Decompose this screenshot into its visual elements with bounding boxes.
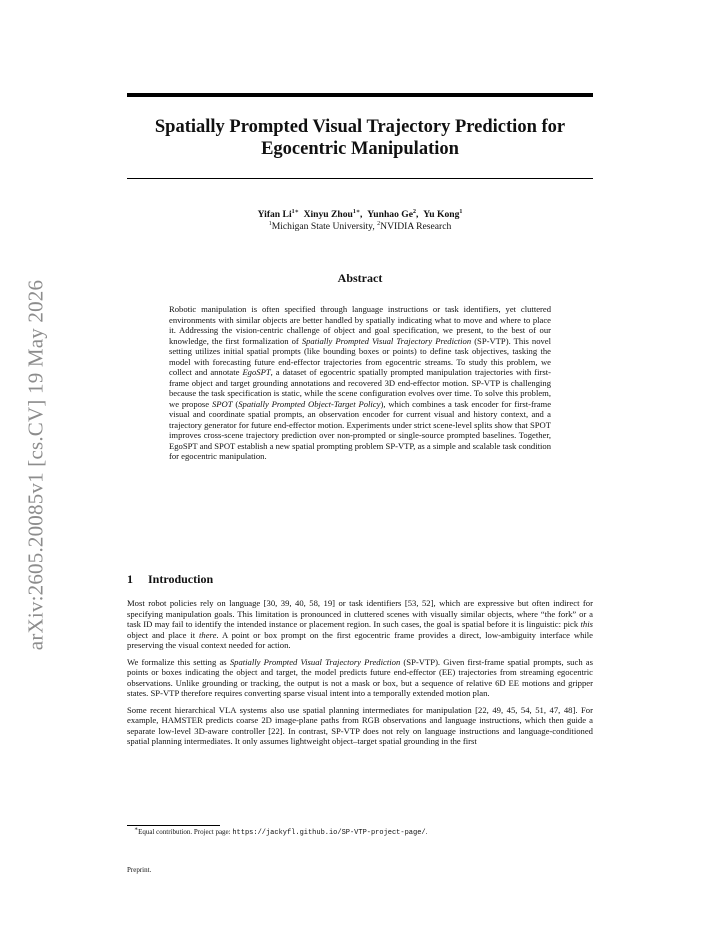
abstract-text: Robotic manipulation is often specified through language instructions or task identifiers, yet cluttered environments with similar objects are better handled by spatially indicating what to move and where to place it. Addressing the vision-centric challenge of object and goal specification, we present, to the best of our knowledge, the first formalization of Spatially Prompted Visual Trajectory Prediction (SP-VTP). This novel setting utilizes initial spatial prompts (like bounding boxes or points) to define task objectives, tasking the model with forecasting future end-effector trajectories from egocentric streams. To study this problem, we collect and annotate EgoSPT, a dataset of egocentric spatially prompted manipulation trajectories with first-frame object and target grounding annotations and recovered 3D end-effector motion. SP-VTP is challenging because the task specification is static, while the scene configuration evolves over time. To solve this problem, we propose SPOT (Spatially Prompted Object-Target Policy), which combines a task encoder for first-frame visual and coordinate spatial prompts, an observation encoder for current visual and history context, and a trajectory generator for future end-effector motion. Experiments under strict scene-level splits show that SPOT improves cross-scene trajectory prediction over non-prompted or single-source prompted baselines. Together, EgoSPT and SPOT establish a new spatial prompting problem SP-VTP, as a simple and scalable task condition for egocentric manipulation. (169, 304, 552, 461)
footnote: ∗Equal contribution. Project page: https://jackyfl.github.io/SP-VTP-project-page/. (134, 826, 428, 837)
author-block (127, 209, 593, 233)
section-heading-introduction (127, 572, 593, 587)
author-name: Yunhao Ge (367, 209, 414, 220)
abstract-heading: Abstract (337, 271, 383, 285)
affiliation-mark: 2 (413, 208, 417, 215)
paragraph: Some recent hierarchical VLA systems also use spatial planning intermediates for manipulation [22, 49, 45, 54, 51, 47, 48]. For example, HAMSTER predicts coarse 2D image-plane paths from RGB observations and language instructions, which then guide a separate low-level 3D-aware controller [22]. In contrast, SP-VTP does not rely on language instructions and language-conditioned spatial planning intermediates. It only assumes lightweight object–target spatial grounding in the first (127, 704, 593, 746)
affiliation-mark: 1 (459, 208, 463, 215)
section-title: Introduction (148, 572, 214, 586)
paragraph: Most robot policies rely on language [30, 39, 40, 58, 19] or task identifiers [53, 52], which are expressive but often indirect for specifying manipulation goals. This limitation is pronounced in cluttered scenes with visually similar objects, where “the fork” or a task ID may fail to identify the intended instance or placement region. In such cases, the goal is spatial before it is linguistic: pick this object and place it there. A point or box prompt on the first egocentric frame provides a direct, low-ambiguity interface while preserving the visual context needed for action. (127, 598, 594, 650)
project-page-link[interactable]: https://jackyfl.github.io/SP-VTP-project-page/ (232, 829, 426, 837)
introduction-body (127, 598, 593, 753)
arxiv-identifier-stamp: arXiv:2605.20085v1 [cs.CV] 19 May 2026 (23, 279, 48, 651)
author-name: Yifan Li (257, 209, 292, 220)
author-names: Yifan $Li^{1∗}$ Xinyu Zhou$^{1∗}$, Yunhao Ge$^2$, Yu Kong$^1$ (257, 208, 463, 220)
affiliations (127, 221, 593, 233)
title-bottom-rule (127, 178, 593, 179)
section-number: 1 (127, 572, 133, 586)
author-name: Yu Kong (423, 209, 460, 220)
title-line-1: Spatially Prompted Visual Trajectory Prediction for (154, 117, 566, 137)
author-name: Xinyu Zhou (303, 209, 353, 220)
footnote-rule (127, 825, 220, 826)
paper-title (127, 116, 593, 160)
affiliation-mark: 1∗ (291, 208, 299, 215)
paragraph: We formalize this setting as Spatially Prompted Visual Trajectory Prediction (SP-VTP). Given first-frame spatial prompts, such as points or boxes indicating the object and target, the model predicts future end-effector (EE) trajectories from streaming egocentric observations. Unlike grounding or tracking, the output is not a mask or box, but a sequence of relative 6D EE motions and gripper states. SP-VTP therefore requires converting sparse visual intent into a temporally extended motion plan. (127, 656, 593, 698)
affiliation: Michigan State University, (271, 221, 378, 232)
affiliation: NVIDIA Research (380, 221, 452, 232)
affiliation-mark: 1 (268, 220, 272, 227)
preprint-label: Preprint. (127, 866, 152, 874)
title-line-2: Egocentric Manipulation (261, 139, 459, 159)
footnote-mark: ∗ (134, 826, 139, 833)
title-top-rule (127, 93, 593, 97)
affiliation-mark: 1∗ (352, 208, 361, 215)
affiliation-mark: 2 (377, 220, 381, 227)
